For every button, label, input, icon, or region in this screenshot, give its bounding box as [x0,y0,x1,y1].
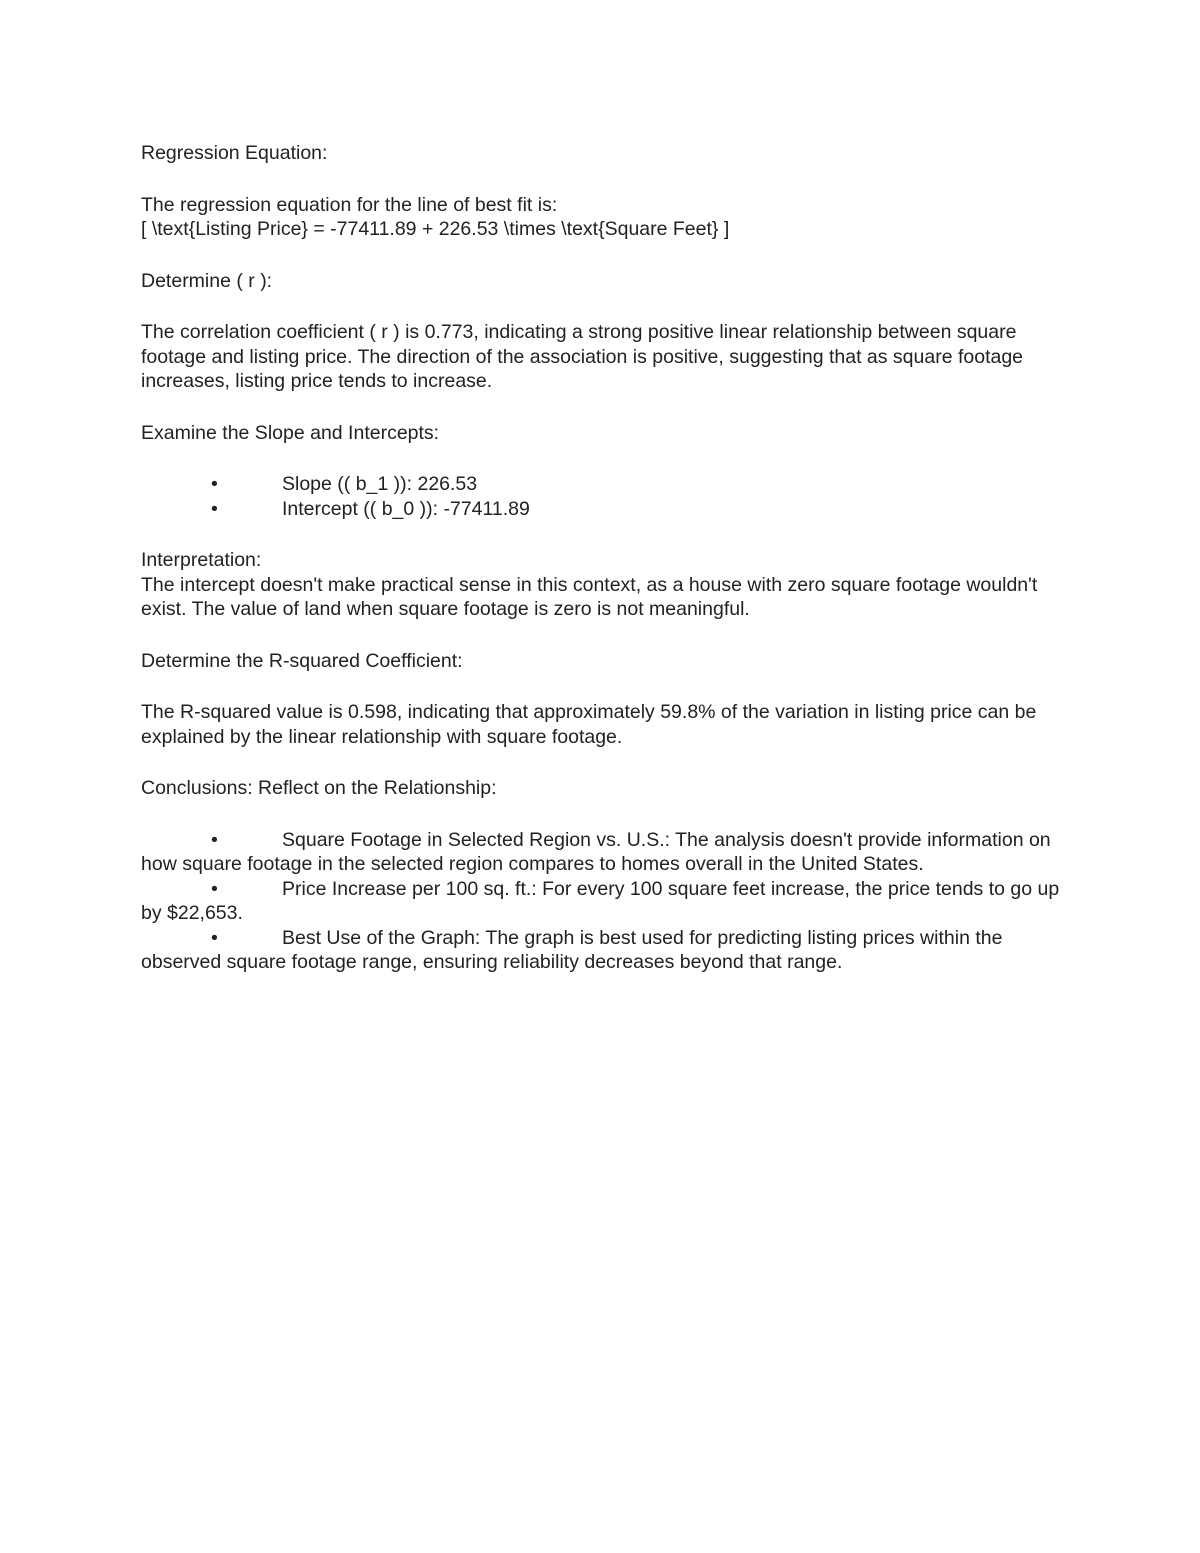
list-item [141,926,1076,975]
spacer [141,394,1076,421]
list-item [141,877,1076,926]
r-squared-heading: Determine the R-squared Coefficient: [141,649,463,672]
bullet-icon: • [211,926,218,949]
regression-heading: Regression Equation: [141,142,328,164]
spacer [141,166,1076,193]
document-page [141,141,1076,975]
bullet-icon: • [211,877,218,900]
conclusions-heading: Conclusions: Reflect on the Relationship: [141,777,497,799]
list-item [141,828,1076,877]
spacer [141,801,1076,828]
bullet-icon: • [211,497,218,520]
spacer [141,673,1076,700]
r-squared-paragraph: The R-squared value is 0.598, indicating that approximately 59.8% of the variation in listing price can be explained by the linear relationship with square footage. [141,701,1037,748]
bullet-icon: • [211,473,218,495]
slope-intercepts-list [141,472,1076,521]
conclusion-square-footage: Square Footage in Selected Region vs. U.S.: The analysis doesn't provide information on how square footage in the selected region compares to homes overall in the United States. [141,828,1051,875]
conclusions-list [141,828,1076,975]
slope-intercepts-heading: Examine the Slope and Intercepts: [141,421,440,444]
determine-r-paragraph: The correlation coefficient ( r ) is 0.773, indicating a strong positive linear relationship between square footage and listing price. The direction of the association is positive, suggesting that as square footage increases, listing price tends to increase. [141,321,1024,392]
slope-item: Slope (( b_1 )): 226.53 [282,473,478,495]
spacer [141,521,1076,548]
spacer [141,445,1076,472]
determine-r-heading: Determine ( r ): [141,269,273,292]
spacer [141,749,1076,776]
conclusion-price-increase: Price Increase per 100 sq. ft.: For every 100 square feet increase, the price tends to go up by $22,653. [141,877,1060,924]
intercept-item: Intercept (( b_0 )): -77411.89 [282,497,530,520]
spacer [141,622,1076,649]
interpretation-heading: Interpretation: [141,549,262,571]
regression-equation: [ \text{Listing Price} = -77411.89 + 226.53 \times \text{Square Feet} ] [141,218,730,240]
spacer [141,293,1076,320]
interpretation-paragraph: The intercept doesn't make practical sense in this context, as a house with zero square footage wouldn't exist. The value of land when square footage is zero is not meaningful. [141,573,1038,620]
spacer [141,242,1076,269]
list-item [141,472,1076,497]
list-item [141,497,1076,522]
regression-intro: The regression equation for the line of best fit is: [141,193,558,216]
conclusion-best-use: Best Use of the Graph: The graph is best used for predicting listing prices within the observed square footage range, ensuring reliability decreases beyond that range. [141,926,1003,973]
bullet-icon: • [211,828,218,851]
